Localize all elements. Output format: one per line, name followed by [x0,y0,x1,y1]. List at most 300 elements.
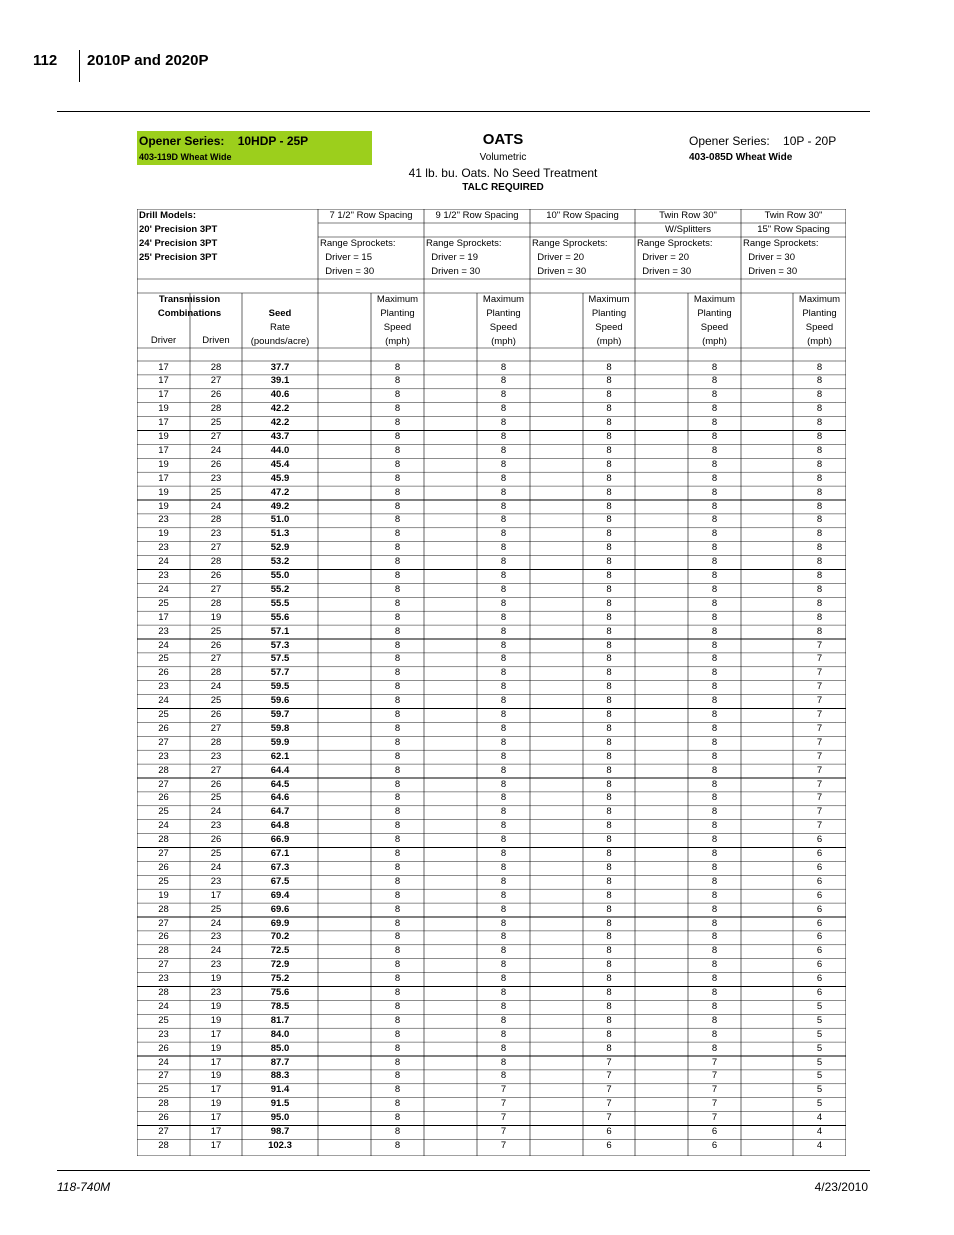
driver-cell: 25 [158,1014,169,1026]
max-speed-cell: 8 [500,709,507,720]
max-speed-cell: 8 [711,973,718,985]
max-speed-cell: 8 [606,861,612,873]
driver-cell: 27 [158,1126,169,1137]
driver-cell: 27 [158,1070,169,1082]
max-speed-header: Speed [805,322,834,333]
max-speed-cell: 8 [711,709,718,720]
row-spacing-subtitle: 15" Row Spacing [757,224,830,235]
max-speed-cell: 8 [711,653,718,665]
seed-rate-cell: 64.5 [270,778,290,790]
max-speed-cell: 8 [606,736,612,748]
page-title: 2010P and 2020P [87,52,209,69]
seed-rate-cell: 55.5 [270,597,290,609]
max-speed-cell: 8 [500,681,507,693]
max-speed-cell: 8 [500,848,507,859]
max-speed-cell: 8 [816,556,823,568]
driven-header: Driven [202,335,230,346]
driver-cell: 17 [158,611,169,623]
opener-series-left [137,131,372,165]
driven-cell: 17 [210,1139,222,1151]
max-speed-cell: 7 [500,1139,507,1151]
driver-cell: 19 [158,458,169,470]
driven-cell: 23 [210,472,222,484]
driven-cell: 28 [210,667,222,679]
driver-cell: 25 [158,709,169,720]
driven-cell: 27 [210,764,222,776]
max-speed-cell: 8 [711,625,718,637]
max-speed-cell: 8 [394,681,401,693]
driver-cell: 23 [158,681,169,693]
max-speed-cell: 8 [606,417,612,429]
max-speed-cell: 8 [394,889,401,901]
driver-cell: 27 [158,917,169,929]
max-speed-cell: 8 [711,570,718,581]
max-speed-cell: 8 [816,486,823,498]
max-speed-cell: 5 [816,1084,823,1096]
max-speed-cell: 8 [500,667,507,679]
seed-rate-cell: 59.7 [270,709,290,720]
max-speed-header: Maximum [588,294,630,305]
seed-rate-cell: 75.2 [270,973,290,985]
sprocket-value: Driven = 30 [532,266,587,277]
max-speed-cell: 8 [500,806,507,818]
max-speed-cell: 8 [394,1000,401,1012]
header-rule [57,111,870,112]
metering-method: Volumetric [479,152,527,163]
row-spacing-title: 10" Row Spacing [546,210,619,221]
driven-cell: 24 [210,444,222,456]
max-speed-cell: 8 [500,431,507,442]
max-speed-cell: 8 [500,625,507,637]
seed-rate-header: (pounds/acre) [250,336,310,347]
driver-cell: 23 [158,542,169,554]
seed-rate-cell: 40.6 [270,389,290,401]
seed-rate-cell: 55.6 [270,611,290,623]
max-speed-cell: 8 [500,1056,507,1068]
driver-cell: 27 [158,959,169,971]
driver-cell: 23 [158,750,169,762]
driven-cell: 28 [210,736,222,748]
max-speed-cell: 8 [394,514,401,526]
driver-cell: 26 [158,792,169,804]
seed-rate-cell: 59.5 [270,681,290,693]
max-speed-cell: 8 [606,625,612,637]
seed-rate-cell: 57.1 [270,625,290,637]
max-speed-cell: 8 [394,667,401,679]
max-speed-header: Planting [697,308,732,319]
max-speed-cell: 8 [606,806,612,818]
driver-cell: 23 [158,1028,169,1040]
driven-cell: 25 [210,903,222,915]
max-speed-header: Planting [486,308,521,319]
max-speed-cell: 7 [816,722,823,734]
max-speed-cell: 8 [711,486,718,498]
max-speed-cell: 8 [606,750,612,762]
max-speed-cell: 7 [711,1084,718,1096]
max-speed-cell: 8 [711,514,718,526]
max-speed-cell: 8 [500,458,507,470]
driven-cell: 23 [210,931,222,943]
max-speed-cell: 8 [394,639,401,651]
transmission-header: Combinations [157,308,222,319]
max-speed-header: Speed [489,322,518,333]
max-speed-cell: 8 [711,959,718,971]
seed-rate-cell: 88.3 [270,1070,290,1082]
driver-cell: 19 [158,500,169,512]
max-speed-cell: 7 [816,750,823,762]
max-speed-cell: 8 [500,1000,507,1012]
max-speed-cell: 8 [711,820,718,832]
sprocket-value: Driven = 30 [637,266,692,277]
max-speed-cell: 8 [606,959,612,971]
driven-cell: 23 [210,959,222,971]
driver-cell: 24 [158,556,169,568]
max-speed-cell: 8 [606,903,612,915]
max-speed-cell: 7 [816,806,823,818]
max-speed-cell: 5 [816,1098,823,1110]
max-speed-cell: 8 [394,542,401,554]
max-speed-cell: 8 [394,722,401,734]
seed-rate-cell: 70.2 [270,931,290,943]
max-speed-cell: 8 [711,1000,718,1012]
max-speed-cell: 8 [816,458,823,470]
driven-cell: 27 [210,375,222,387]
max-speed-cell: 8 [711,444,718,456]
max-speed-cell: 8 [500,417,507,429]
max-speed-cell: 8 [711,528,718,540]
max-speed-cell: 8 [394,431,401,442]
max-speed-cell: 8 [606,1042,612,1054]
max-speed-cell: 8 [500,792,507,804]
seed-rate-cell: 72.9 [270,959,290,971]
max-speed-cell: 8 [394,1084,401,1096]
max-speed-cell: 7 [711,1098,718,1110]
driven-cell: 26 [210,458,222,470]
max-speed-cell: 8 [394,389,401,401]
sprocket-value: Driver = 20 [637,252,690,263]
max-speed-cell: 8 [816,583,823,595]
max-speed-cell: 5 [816,1028,823,1040]
max-speed-cell: 8 [500,959,507,971]
driver-cell: 26 [158,722,169,734]
max-speed-cell: 8 [394,653,401,665]
max-speed-cell: 8 [500,736,507,748]
seed-rate-cell: 37.7 [270,361,290,373]
max-speed-cell: 8 [394,1056,401,1068]
driver-cell: 19 [158,486,169,498]
seed-rate-cell: 45.9 [270,472,290,484]
driver-cell: 24 [158,1056,169,1068]
max-speed-cell: 8 [606,778,612,790]
max-speed-cell: 8 [816,528,823,540]
max-speed-cell: 8 [394,556,401,568]
driver-cell: 25 [158,653,169,665]
seed-rate-cell: 53.2 [270,556,290,568]
max-speed-cell: 8 [394,472,401,484]
max-speed-cell: 8 [500,514,507,526]
driver-cell: 19 [158,431,169,442]
max-speed-cell: 8 [711,931,718,943]
driven-cell: 24 [210,806,222,818]
max-speed-cell: 8 [606,639,612,651]
driver-cell: 17 [158,444,169,456]
max-speed-cell: 8 [711,667,718,679]
max-speed-cell: 8 [394,375,401,387]
max-speed-cell: 8 [711,834,718,846]
range-sprockets-label: Range Sprockets: [320,238,396,249]
driver-cell: 28 [158,903,169,915]
max-speed-header: Planting [591,308,627,319]
driven-cell: 28 [210,403,222,415]
seed-rate-cell: 64.8 [270,820,290,832]
max-speed-cell: 8 [606,514,612,526]
driven-cell: 26 [210,389,222,401]
max-speed-cell: 8 [500,917,507,929]
max-speed-cell: 8 [394,917,401,929]
max-speed-cell: 5 [816,1042,823,1054]
footer-rule [57,1170,870,1171]
sprocket-value: Driven = 30 [426,266,481,277]
driver-cell: 28 [158,1139,169,1151]
seed-rate-cell: 45.4 [270,458,290,470]
driven-cell: 19 [210,1070,222,1082]
driver-cell: 17 [158,472,169,484]
max-speed-cell: 8 [500,500,507,512]
max-speed-cell: 8 [816,361,823,373]
document-number: 118-740M [57,1180,111,1194]
row-spacing-title: Twin Row 30" [764,210,823,221]
seed-rate-cell: 84.0 [270,1028,290,1040]
driven-cell: 17 [210,1126,222,1137]
driven-cell: 27 [210,583,222,595]
max-speed-cell: 8 [606,542,612,554]
max-speed-cell: 8 [500,820,507,832]
driven-cell: 23 [210,820,222,832]
driver-cell: 26 [158,667,169,679]
max-speed-cell: 4 [816,1126,823,1137]
max-speed-cell: 8 [711,431,718,442]
max-speed-cell: 8 [394,486,401,498]
seed-rate-cell: 102.3 [268,1139,292,1151]
driver-cell: 19 [158,403,169,415]
max-speed-cell: 8 [500,444,507,456]
max-speed-cell: 8 [394,945,401,957]
max-speed-cell: 8 [711,987,718,998]
max-speed-cell: 4 [816,1112,823,1124]
max-speed-cell: 6 [816,987,823,998]
seed-rate-cell: 51.0 [270,514,290,526]
driver-cell: 17 [158,375,169,387]
max-speed-cell: 8 [816,500,823,512]
max-speed-cell: 8 [394,848,401,859]
max-speed-cell: 7 [816,736,823,748]
seed-rate-cell: 85.0 [270,1042,290,1054]
drill-models-label: Drill Models: [139,210,197,221]
max-speed-cell: 8 [500,750,507,762]
max-speed-cell: 8 [394,709,401,720]
seed-rate-cell: 64.7 [270,806,290,818]
crop-title: OATS [482,131,524,148]
max-speed-cell: 8 [606,667,612,679]
max-speed-cell: 7 [816,653,823,665]
max-speed-cell: 8 [606,653,612,665]
driven-cell: 17 [210,1028,222,1040]
seed-rate-cell: 67.3 [270,861,290,873]
max-speed-cell: 7 [816,709,823,720]
seed-rate-cell: 78.5 [270,1000,290,1012]
max-speed-cell: 8 [394,806,401,818]
page-number: 112 [33,52,58,69]
max-speed-header: (mph) [596,336,622,347]
max-speed-cell: 6 [711,1126,718,1137]
max-speed-cell: 8 [394,458,401,470]
max-speed-cell: 8 [711,500,718,512]
max-speed-cell: 8 [606,1028,612,1040]
range-sprockets-label: Range Sprockets: [426,238,502,249]
driver-cell: 26 [158,931,169,943]
max-speed-header: Maximum [798,294,841,305]
max-speed-cell: 8 [500,722,507,734]
max-speed-cell: 8 [606,500,612,512]
max-speed-cell: 8 [711,681,718,693]
row-spacing-title: Twin Row 30" [659,210,717,221]
seed-rate-header: Rate [269,322,291,333]
max-speed-cell: 8 [500,1042,507,1054]
driver-cell: 26 [158,861,169,873]
opener-right-label: Opener Series: 10P - 20P [689,134,837,148]
driven-cell: 24 [210,681,222,693]
max-speed-cell: 8 [606,764,612,776]
driven-cell: 25 [210,848,222,859]
driver-cell: 25 [158,806,169,818]
max-speed-cell: 6 [606,1139,612,1151]
max-speed-cell: 8 [816,375,823,387]
max-speed-cell: 8 [711,389,718,401]
max-speed-cell: 8 [394,861,401,873]
max-speed-cell: 6 [816,875,823,887]
max-speed-cell: 8 [711,695,718,707]
driven-cell: 25 [210,625,222,637]
max-speed-cell: 8 [606,486,612,498]
driver-cell: 23 [158,514,169,526]
max-speed-cell: 6 [816,834,823,846]
max-speed-cell: 8 [816,597,823,609]
seed-rate-cell: 67.5 [270,875,290,887]
max-speed-cell: 8 [606,695,612,707]
seed-rate-cell: 91.4 [270,1084,290,1096]
max-speed-cell: 8 [394,959,401,971]
max-speed-cell: 8 [394,444,401,456]
max-speed-cell: 8 [711,806,718,818]
seed-rate-cell: 44.0 [270,444,290,456]
driven-cell: 25 [210,792,222,804]
max-speed-cell: 8 [394,987,401,998]
max-speed-cell: 8 [606,973,612,985]
sprocket-value: Driver = 19 [426,252,479,263]
max-speed-cell: 8 [606,458,612,470]
seed-rate-cell: 91.5 [270,1098,290,1110]
max-speed-cell: 7 [711,1056,718,1068]
seed-rate-cell: 67.1 [270,848,290,859]
max-speed-cell: 8 [394,695,401,707]
max-speed-cell: 8 [711,583,718,595]
max-speed-cell: 8 [394,736,401,748]
max-speed-cell: 8 [394,625,401,637]
max-speed-cell: 8 [500,1070,507,1082]
driver-cell: 28 [158,1098,169,1110]
driver-cell: 25 [158,875,169,887]
max-speed-cell: 8 [394,1139,401,1151]
driven-cell: 17 [210,1056,222,1068]
sprocket-value: Driver = 15 [320,252,373,263]
max-speed-cell: 8 [500,639,507,651]
driver-cell: 24 [158,695,169,707]
driven-cell: 23 [210,750,222,762]
seed-rate-cell: 59.6 [270,695,290,707]
max-speed-header: (mph) [385,336,410,347]
seed-rate-cell: 62.1 [270,750,290,762]
driven-cell: 27 [210,653,222,665]
max-speed-cell: 7 [500,1126,507,1137]
max-speed-header: Planting [380,308,415,319]
max-speed-cell: 8 [816,444,823,456]
driven-cell: 24 [210,861,222,873]
max-speed-cell: 8 [711,875,718,887]
max-speed-cell: 8 [606,681,612,693]
max-speed-cell: 8 [606,848,612,859]
max-speed-cell: 8 [711,848,718,859]
driver-cell: 17 [158,417,169,429]
driven-cell: 26 [210,709,222,720]
max-speed-cell: 8 [394,875,401,887]
max-speed-cell: 8 [816,514,823,526]
driven-cell: 23 [210,528,222,540]
max-speed-cell: 6 [606,1126,612,1137]
seed-rate-cell: 57.7 [270,667,290,679]
max-speed-cell: 6 [816,903,823,915]
seed-rate-cell: 55.0 [270,570,290,581]
max-speed-cell: 8 [394,931,401,943]
seed-rate-cell: 42.2 [270,403,290,415]
max-speed-cell: 8 [500,472,507,484]
max-speed-cell: 7 [606,1070,612,1082]
driven-cell: 23 [210,987,222,998]
max-speed-cell: 8 [606,917,612,929]
max-speed-cell: 8 [711,1014,718,1026]
driven-cell: 27 [210,722,222,734]
driver-header: Driver [150,335,177,346]
max-speed-cell: 7 [606,1098,612,1110]
max-speed-cell: 8 [394,597,401,609]
max-speed-cell: 7 [816,778,823,790]
max-speed-cell: 8 [500,542,507,554]
max-speed-cell: 6 [816,848,823,859]
max-speed-cell: 8 [606,709,612,720]
max-speed-cell: 8 [606,528,612,540]
max-speed-cell: 8 [394,834,401,846]
seed-rate-cell: 55.2 [270,583,290,595]
seed-rate-cell: 75.6 [270,987,290,998]
max-speed-header: Planting [802,308,837,319]
seed-rate-cell: 81.7 [270,1014,290,1026]
sprocket-value: Driven = 30 [320,266,375,277]
max-speed-cell: 8 [500,973,507,985]
max-speed-cell: 8 [606,570,612,581]
max-speed-cell: 8 [606,945,612,957]
driver-cell: 28 [158,987,169,998]
driven-cell: 17 [210,1112,222,1124]
max-speed-cell: 8 [500,403,507,415]
